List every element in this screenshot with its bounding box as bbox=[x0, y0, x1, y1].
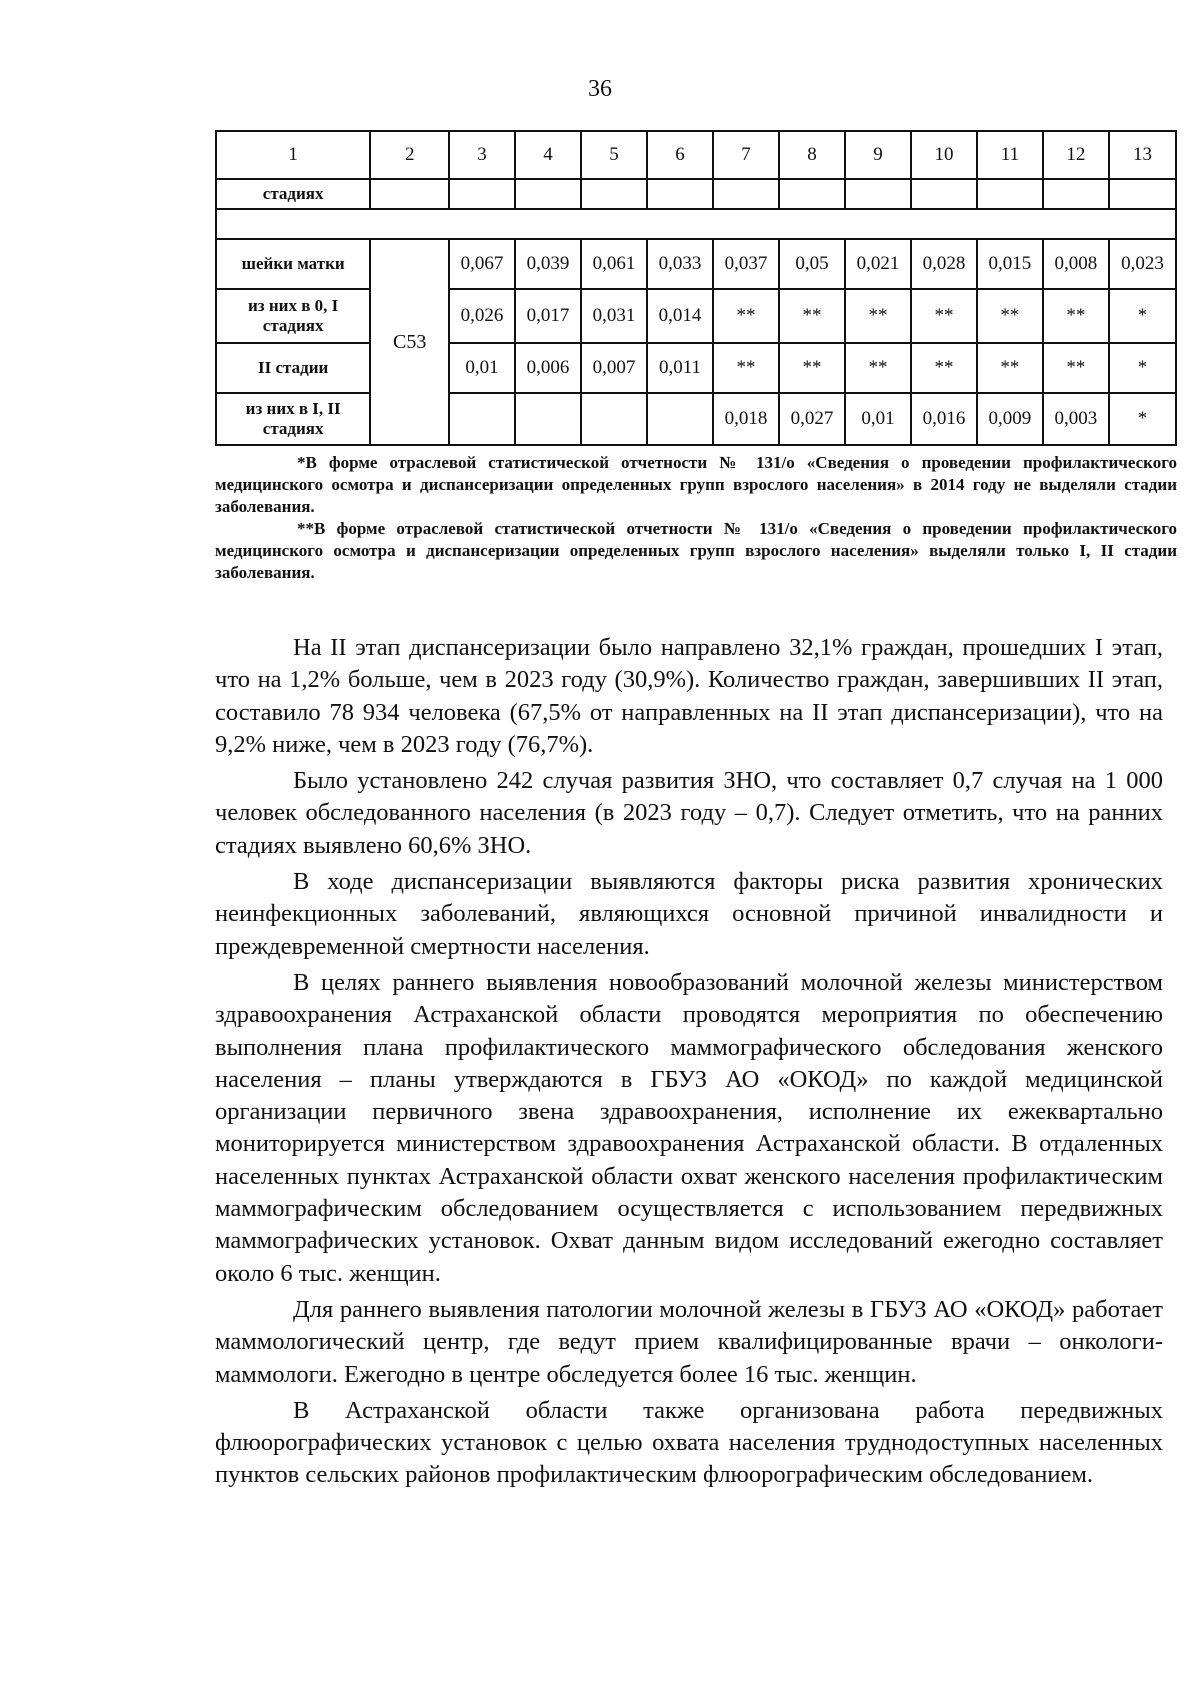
table-row bbox=[216, 393, 1176, 445]
table-cell: 0,067 bbox=[449, 239, 515, 289]
table-cell bbox=[515, 393, 581, 445]
paragraph: Для раннего выявления патологии молочной железы в ГБУЗ АО «ОКОД» работает маммологический центр, где ведут прием квалифицированные врачи – онкологи-маммологи. Ежегодно в центре обследуется более 16 тыс. женщин. bbox=[215, 1295, 1163, 1388]
header-cell: 7 bbox=[713, 131, 779, 179]
row-label: стадиях bbox=[216, 179, 370, 209]
table-cell: 0,007 bbox=[581, 343, 647, 393]
row-label: II стадии bbox=[216, 343, 370, 393]
table-cell: 0,031 bbox=[581, 289, 647, 343]
paragraph: В Астраханской области также организована работа передвижных флюорографических установок с целью охвата населения труднодоступных населенных пунктов сельских районов профилактическим флюорографическим обследованием. bbox=[215, 1396, 1163, 1489]
statistics-table bbox=[215, 130, 1177, 446]
table-cell: * bbox=[1109, 343, 1176, 393]
header-cell: 13 bbox=[1109, 131, 1176, 179]
table-cell: ** bbox=[779, 289, 845, 343]
table-cell: ** bbox=[845, 289, 911, 343]
table-cell: 0,01 bbox=[449, 343, 515, 393]
table-cell: ** bbox=[1043, 289, 1109, 343]
header-cell: 6 bbox=[647, 131, 713, 179]
table-cell: * bbox=[1109, 393, 1176, 445]
header-cell: 2 bbox=[370, 131, 449, 179]
table-cell: 0,027 bbox=[779, 393, 845, 445]
table-cell: 0,016 bbox=[911, 393, 977, 445]
table-cell: 0,026 bbox=[449, 289, 515, 343]
table-cell: ** bbox=[845, 343, 911, 393]
header-cell: 8 bbox=[779, 131, 845, 179]
table-cell bbox=[911, 179, 977, 209]
table-cell bbox=[713, 179, 779, 209]
table-cell: 0,037 bbox=[713, 239, 779, 289]
table-cell: 0,008 bbox=[1043, 239, 1109, 289]
header-cell: 12 bbox=[1043, 131, 1109, 179]
table-cell: 0,01 bbox=[845, 393, 911, 445]
table-cell: 0,018 bbox=[713, 393, 779, 445]
table-row bbox=[216, 239, 1176, 289]
table-cell bbox=[1109, 179, 1176, 209]
body-text bbox=[215, 632, 1163, 1496]
row-label: из них в 0, I стадиях bbox=[216, 289, 370, 343]
table-cell bbox=[581, 179, 647, 209]
row-label: из них в I, II стадиях bbox=[216, 393, 370, 445]
table-row bbox=[216, 343, 1176, 393]
table-cell bbox=[647, 179, 713, 209]
table-cell: ** bbox=[977, 343, 1043, 393]
paragraph: Было установлено 242 случая развития ЗНО, что составляет 0,7 случая на 1 000 человек обследованного населения (в 2023 году – 0,7). Следует отметить, что на ранних стадиях выявлено 60,6% ЗНО. bbox=[215, 767, 1163, 859]
code-cell: С53 bbox=[370, 239, 449, 445]
table-cell: ** bbox=[1043, 343, 1109, 393]
table-cell: ** bbox=[911, 289, 977, 343]
paragraph: В целях раннего выявления новообразований молочной железы министерством здравоохранения Астраханской области проводятся мероприятия по обеспечению выполнения плана профилактического маммографического обследования женского населения – планы утверждаются в ГБУЗ АО «ОКОД» по каждой медицинской организации первичного звена здравоохранения, исполнение их ежеквартально мониторируется министерством здравоохранения Астраханской области. В отдаленных населенных пунктах Астраханской области охват женского населения профилактическим маммографическим обследованием осуществляется с использованием передвижных маммографических установок. Охват данным видом исследований ежегодно составляет около 6 тыс. женщин. bbox=[215, 968, 1163, 1287]
table-cell: 0,006 bbox=[515, 343, 581, 393]
table-header-row bbox=[216, 131, 1176, 179]
table-cell: 0,011 bbox=[647, 343, 713, 393]
header-cell: 5 bbox=[581, 131, 647, 179]
table-cell: 0,028 bbox=[911, 239, 977, 289]
paragraph: На II этап диспансеризации было направлено 32,1% граждан, прошедших I этап, что на 1,2% больше, чем в 2023 году (30,9%). Количество граждан, завершивших II этап, составило 78 934 человека (67,5% от направленных на II этап диспансеризации), что на 9,2% ниже, чем в 2023 году (76,7%). bbox=[215, 634, 1163, 758]
header-cell: 9 bbox=[845, 131, 911, 179]
header-cell: 4 bbox=[515, 131, 581, 179]
table-cell: 0,009 bbox=[977, 393, 1043, 445]
table-cell bbox=[647, 393, 713, 445]
footnote-single-asterisk: *В форме отраслевой статистической отчетности № 131/о «Сведения о проведении профилактического медицинского осмотра и диспансеризации определенных групп взрослого населения» в 2014 году не выделяли стадии заболевания. bbox=[215, 453, 1177, 516]
table-cell: 0,033 bbox=[647, 239, 713, 289]
header-cell: 11 bbox=[977, 131, 1043, 179]
table-cell: 0,061 bbox=[581, 239, 647, 289]
table-cell: ** bbox=[713, 343, 779, 393]
table-cell bbox=[515, 179, 581, 209]
table-cell bbox=[779, 179, 845, 209]
table-cell: 0,015 bbox=[977, 239, 1043, 289]
table-cell: 0,05 bbox=[779, 239, 845, 289]
table-cell: ** bbox=[977, 289, 1043, 343]
table-spacer-cell bbox=[216, 209, 1176, 239]
table-cell: 0,039 bbox=[515, 239, 581, 289]
table-cell bbox=[370, 179, 449, 209]
table-cell bbox=[1043, 179, 1109, 209]
table-cell: 0,014 bbox=[647, 289, 713, 343]
table-cell: 0,021 bbox=[845, 239, 911, 289]
table-cell: ** bbox=[713, 289, 779, 343]
table-cell: 0,017 bbox=[515, 289, 581, 343]
page-number: 36 bbox=[588, 76, 612, 102]
table-cell bbox=[845, 179, 911, 209]
row-label: шейки матки bbox=[216, 239, 370, 289]
header-cell: 1 bbox=[216, 131, 370, 179]
table-row bbox=[216, 289, 1176, 343]
table-cell: ** bbox=[779, 343, 845, 393]
table-cell bbox=[977, 179, 1043, 209]
table-cell: 0,003 bbox=[1043, 393, 1109, 445]
table-cell bbox=[581, 393, 647, 445]
table-cell bbox=[449, 179, 515, 209]
table-cell: * bbox=[1109, 289, 1176, 343]
table-cell bbox=[449, 393, 515, 445]
table-cell: 0,023 bbox=[1109, 239, 1176, 289]
header-cell: 10 bbox=[911, 131, 977, 179]
header-cell: 3 bbox=[449, 131, 515, 179]
table-spacer-row bbox=[216, 209, 1176, 239]
statistics-table-container bbox=[215, 130, 1177, 446]
table-cell: ** bbox=[911, 343, 977, 393]
paragraph: В ходе диспансеризации выявляются факторы риска развития хронических неинфекционных заболеваний, являющихся основной причиной инвалидности и преждевременной смертности населения. bbox=[215, 868, 1163, 960]
table-row-stages-continued bbox=[216, 179, 1176, 209]
table-footnotes bbox=[215, 452, 1177, 584]
footnote-double-asterisk: **В форме отраслевой статистической отчетности № 131/о «Сведения о проведении профилактического медицинского осмотра и диспансеризации определенных групп взрослого населения» выделяли только I, II стадии заболевания. bbox=[215, 519, 1177, 582]
